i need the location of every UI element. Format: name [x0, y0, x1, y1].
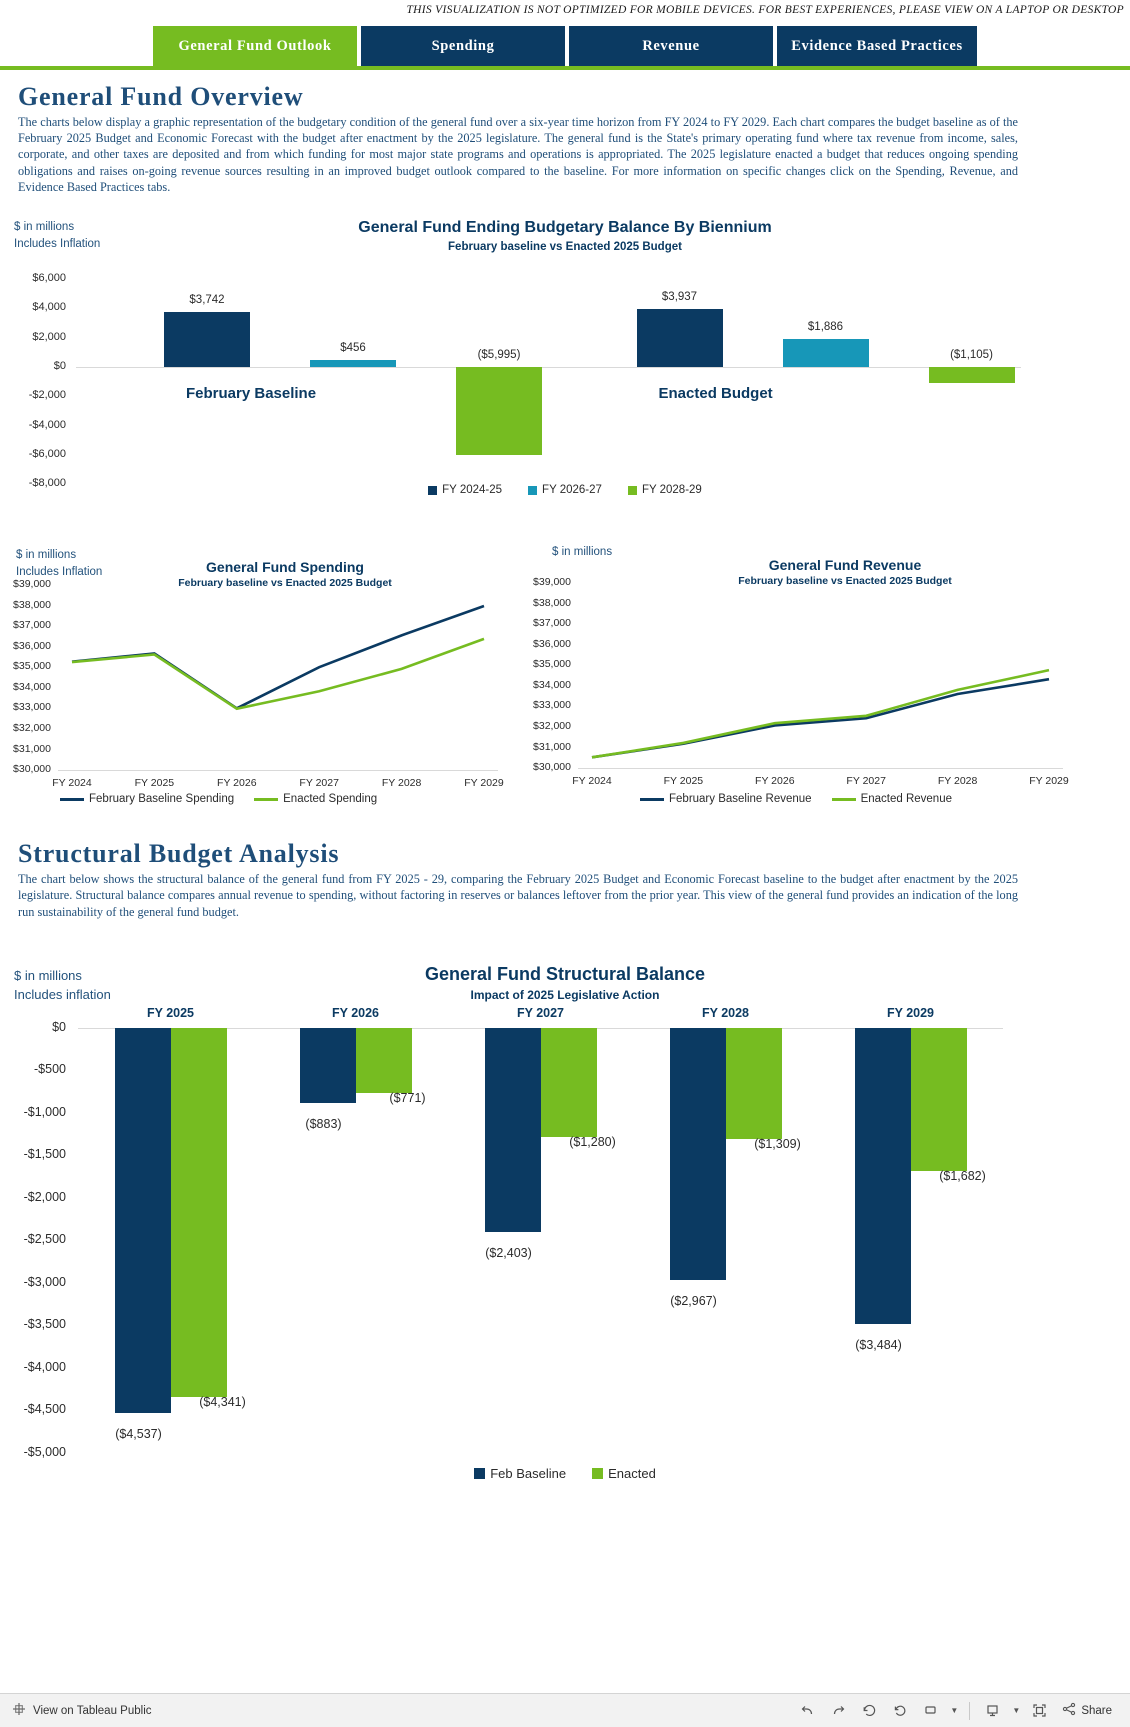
- bar[interactable]: [171, 1028, 227, 1397]
- tab-revenue[interactable]: Revenue: [569, 26, 773, 66]
- y-tick: $38,000: [533, 596, 571, 609]
- legend-item[interactable]: [592, 1466, 656, 1481]
- chart4-title: General Fund Structural Balance: [424, 963, 706, 984]
- legend-swatch-icon: [60, 798, 84, 801]
- y-tick: $36,000: [533, 637, 571, 650]
- legend-swatch-icon: [528, 486, 537, 495]
- bar[interactable]: [456, 367, 542, 455]
- legend-swatch-icon: [592, 1468, 603, 1479]
- legend-label: Enacted Revenue: [860, 793, 952, 806]
- bar[interactable]: [310, 360, 396, 367]
- chart4-y-tick: -$3,000: [23, 1274, 66, 1289]
- chart4-category-label: FY 2026: [331, 1005, 380, 1020]
- chart4-y-tick: -$4,000: [23, 1359, 66, 1374]
- chart-general-fund-spending: [0, 535, 520, 825]
- chart4-category-label: FY 2025: [146, 1005, 195, 1020]
- line-series: [0, 535, 518, 810]
- legend-label: Feb Baseline: [490, 1465, 567, 1481]
- chart4-category-label: FY 2028: [701, 1005, 750, 1020]
- bar[interactable]: [929, 367, 1015, 383]
- chart1-title: General Fund Ending Budgetary Balance By Biennium: [358, 219, 772, 237]
- tab-evidence-based-practices[interactable]: Evidence Based Practices: [777, 26, 977, 66]
- x-tick: FY 2029: [464, 777, 504, 790]
- chart4-y-tick: -$5,000: [23, 1444, 66, 1459]
- legend-label: FY 2024-25: [442, 484, 503, 497]
- bar[interactable]: [115, 1028, 171, 1414]
- x-tick: FY 2024: [572, 775, 612, 788]
- x-tick: FY 2029: [1029, 775, 1069, 788]
- legend-label: FY 2028-29: [641, 484, 702, 497]
- x-tick: FY 2027: [299, 777, 339, 790]
- x-tick: FY 2024: [52, 777, 92, 790]
- chart1-y-tick: $0: [53, 359, 66, 372]
- y-tick: $36,000: [13, 639, 51, 652]
- share-icon: [1062, 1702, 1076, 1719]
- legend-label: FY 2026-27: [542, 484, 602, 497]
- tab-underline: [0, 66, 1130, 70]
- chart4-y-tick: -$3,500: [23, 1317, 66, 1332]
- line-charts-row: [0, 535, 1130, 825]
- revert-icon[interactable]: [855, 1699, 883, 1723]
- bar[interactable]: [164, 312, 250, 367]
- chart4-y-tick: -$1,000: [23, 1104, 66, 1119]
- legend-item[interactable]: [528, 484, 602, 496]
- x-tick: FY 2026: [755, 775, 795, 788]
- chart1-y-tick: -$8,000: [28, 477, 66, 490]
- y-tick: $32,000: [533, 719, 571, 732]
- bar[interactable]: [637, 309, 723, 367]
- chart2-title: General Fund Spending: [206, 559, 364, 576]
- line-series: [520, 535, 1083, 808]
- tableau-logo-icon: [12, 1702, 26, 1719]
- chart4-y-tick: -$2,000: [23, 1189, 66, 1204]
- bar-value-label: ($2,403): [485, 1246, 532, 1260]
- chart2-units-note: $ in millions Includes Inflation: [16, 549, 103, 579]
- chart4-y-tick: -$4,500: [23, 1402, 66, 1417]
- x-tick: FY 2025: [663, 775, 704, 788]
- chart1-y-tick: -$6,000: [28, 447, 66, 460]
- chart1-legend: [0, 484, 1130, 496]
- legend-swatch-icon: [832, 798, 856, 801]
- line-path[interactable]: [72, 639, 484, 709]
- legend-item[interactable]: [474, 1466, 566, 1481]
- x-tick: FY 2026: [217, 777, 257, 790]
- bar-value-label: ($4,537): [115, 1427, 162, 1442]
- bar[interactable]: [541, 1028, 597, 1137]
- legend-item[interactable]: [832, 793, 952, 805]
- legend-swatch-icon: [640, 798, 664, 801]
- chart-general-fund-revenue: [520, 535, 1130, 825]
- bar-value-label: $1,886: [807, 321, 844, 334]
- y-tick: $37,000: [533, 617, 571, 630]
- legend-item[interactable]: [60, 793, 234, 805]
- chart4-y-tick: -$1,500: [23, 1147, 66, 1162]
- y-tick: $31,000: [13, 742, 51, 755]
- chart4-category-label: FY 2027: [516, 1005, 565, 1020]
- fullscreen-icon[interactable]: [1025, 1699, 1053, 1723]
- pause-caret-icon[interactable]: ▼: [950, 1706, 959, 1715]
- tab-general-fund-outlook[interactable]: General Fund Outlook: [153, 26, 357, 66]
- tab-spending[interactable]: Spending: [361, 26, 565, 66]
- bar[interactable]: [356, 1028, 412, 1094]
- y-tick: $34,000: [13, 680, 51, 693]
- chart3-title: General Fund Revenue: [768, 557, 922, 574]
- chart4-y-tick: -$500: [34, 1062, 66, 1077]
- legend-item[interactable]: [428, 484, 502, 496]
- y-tick: $34,000: [533, 678, 571, 691]
- share-label: Share: [1081, 1704, 1112, 1717]
- tab-list: [0, 26, 1130, 66]
- bar-value-label: ($1,682): [939, 1168, 986, 1183]
- bar-value-label: ($5,995): [477, 348, 521, 361]
- y-tick: $35,000: [13, 660, 51, 673]
- chart2-subtitle: February baseline vs Enacted 2025 Budget: [178, 577, 392, 590]
- chart1-group-label: Enacted Budget: [658, 384, 773, 402]
- bar[interactable]: [855, 1028, 911, 1324]
- chart1-y-tick: $4,000: [32, 301, 66, 314]
- bar-value-label: ($2,967): [670, 1293, 717, 1308]
- y-tick: $30,000: [13, 763, 51, 776]
- chart4-category-label: FY 2029: [886, 1005, 935, 1020]
- toolbar-actions: [793, 1699, 1118, 1723]
- refresh-icon[interactable]: [886, 1699, 914, 1723]
- chart1-y-tick: $6,000: [32, 272, 66, 285]
- share-button[interactable]: [1056, 1699, 1118, 1722]
- overview-section: [0, 82, 1130, 195]
- chart4-subtitle: Impact of 2025 Legislative Action: [470, 987, 660, 1002]
- chart4-legend: [0, 1466, 1130, 1481]
- tab-bar: [0, 26, 1130, 68]
- legend-swatch-icon: [628, 486, 637, 495]
- view-original-caret-icon[interactable]: ▼: [1012, 1706, 1021, 1715]
- bar-value-label: ($1,309): [754, 1137, 801, 1151]
- legend-label: Enacted Spending: [283, 793, 378, 806]
- bar[interactable]: [726, 1028, 782, 1139]
- chart1-y-tick: $2,000: [32, 330, 66, 343]
- bar-value-label: ($883): [305, 1116, 342, 1131]
- chart4-units-note: $ in millions Includes inflation: [14, 967, 111, 1003]
- line-path[interactable]: [592, 670, 1049, 757]
- y-tick: $32,000: [13, 721, 51, 734]
- structural-body: The chart below shows the structural balance of the general fund from FY 2025 - 29, comparing the February 2025 Budget and Economic Forecast baseline to the budget after enactment by the 2025 legislature. Structural balance compares annual revenue to spending, without factoring in reserves or balances leftover from the prior year. This view of the general fund provides an indication of the long run sustainability of the general fund budget.: [18, 872, 1018, 919]
- bar[interactable]: [911, 1028, 967, 1171]
- bar[interactable]: [670, 1028, 726, 1280]
- structural-section: [0, 839, 1130, 920]
- y-tick: $37,000: [13, 619, 51, 632]
- legend-item[interactable]: [254, 793, 377, 805]
- chart1-y-tick: -$4,000: [28, 418, 66, 431]
- legend-swatch-icon: [254, 798, 278, 801]
- view-on-tableau-public-label: View on Tableau Public: [33, 1704, 152, 1717]
- y-tick: $33,000: [13, 701, 51, 714]
- chart1-units-note: $ in millions Includes Inflation: [14, 221, 101, 251]
- chart3-units-note: $ in millions: [552, 546, 613, 559]
- legend-item[interactable]: [640, 793, 812, 805]
- bar-value-label: ($1,105): [950, 348, 993, 361]
- chart-structural-balance: [0, 963, 1130, 1506]
- x-tick: FY 2028: [381, 777, 422, 790]
- chart2-legend: [60, 793, 377, 805]
- chart3-legend: [640, 793, 952, 805]
- legend-swatch-icon: [428, 486, 437, 495]
- chart1-zero-line: [76, 367, 1021, 368]
- x-tick: FY 2027: [846, 775, 886, 788]
- redo-icon[interactable]: [824, 1699, 852, 1723]
- overview-title: General Fund Overview: [18, 82, 304, 111]
- bar[interactable]: [300, 1028, 356, 1103]
- view-on-tableau-public[interactable]: [12, 1702, 152, 1719]
- bar-value-label: ($3,484): [855, 1337, 902, 1352]
- bar-value-label: ($4,341): [199, 1394, 246, 1409]
- y-tick: $38,000: [13, 598, 51, 611]
- mobile-notice: THIS VISUALIZATION IS NOT OPTIMIZED FOR MOBILE DEVICES. FOR BEST EXPERIENCES, PLEASE VIEW ON A LAPTOP OR DESKTOP: [406, 4, 1124, 16]
- chart-ending-budgetary-balance: [0, 211, 1130, 531]
- bar-value-label: $3,937: [661, 291, 698, 304]
- y-tick: $33,000: [533, 699, 571, 712]
- legend-swatch-icon: [474, 1468, 485, 1479]
- chart4-y-tick: -$2,500: [23, 1232, 66, 1247]
- bar[interactable]: [485, 1028, 541, 1232]
- legend-label: February Baseline Spending: [89, 793, 235, 806]
- undo-icon[interactable]: [793, 1699, 821, 1723]
- legend-label: Enacted: [608, 1465, 656, 1481]
- bar-value-label: ($771): [389, 1091, 426, 1106]
- view-original-icon[interactable]: [979, 1699, 1007, 1723]
- overview-body: The charts below display a graphic representation of the budgetary condition of the general fund over a six-year time horizon from FY 2024 to FY 2029. Each chart compares the budget baseline as of the February 2025 Budget and Economic Forecast with the budget after enactment by the 2025 legislature. The general fund is the State's primary operating fund where tax revenue from income, sales, corporate, and other taxes are deposited and from which funding for most major state programs and operations is appropriated. The 2025 legislature enacted a budget that reduces ongoing spending obligations and raises on-going revenue sources resulting in an improved budget outlook compared to the baseline. For more information on specific changes click on the Spending, Revenue, and Evidence Based Practices tabs.: [18, 115, 1018, 194]
- y-tick: $39,000: [13, 578, 51, 591]
- chart4-y-tick: $0: [52, 1019, 66, 1034]
- bottom-toolbar: [0, 1693, 1130, 1727]
- toolbar-divider: [969, 1702, 970, 1720]
- bar-value-label: $3,742: [189, 294, 225, 307]
- chart1-subtitle: February baseline vs Enacted 2025 Budget: [448, 241, 682, 254]
- y-tick: $31,000: [533, 740, 571, 753]
- chart1-y-tick: -$2,000: [28, 389, 66, 402]
- structural-title: Structural Budget Analysis: [18, 839, 340, 869]
- chart1-group-label: February Baseline: [186, 384, 317, 402]
- chart3-subtitle: February baseline vs Enacted 2025 Budget: [738, 575, 952, 588]
- bar[interactable]: [783, 339, 869, 367]
- pause-icon[interactable]: [917, 1699, 945, 1723]
- legend-item[interactable]: [628, 484, 702, 496]
- y-tick: $35,000: [533, 658, 571, 671]
- x-tick: FY 2028: [937, 775, 978, 788]
- y-tick: $39,000: [533, 576, 571, 589]
- y-tick: $30,000: [533, 761, 571, 774]
- bar-value-label: $456: [340, 342, 366, 355]
- x-tick: FY 2025: [134, 777, 175, 790]
- bar-value-label: ($1,280): [569, 1134, 616, 1149]
- legend-label: February Baseline Revenue: [669, 793, 812, 806]
